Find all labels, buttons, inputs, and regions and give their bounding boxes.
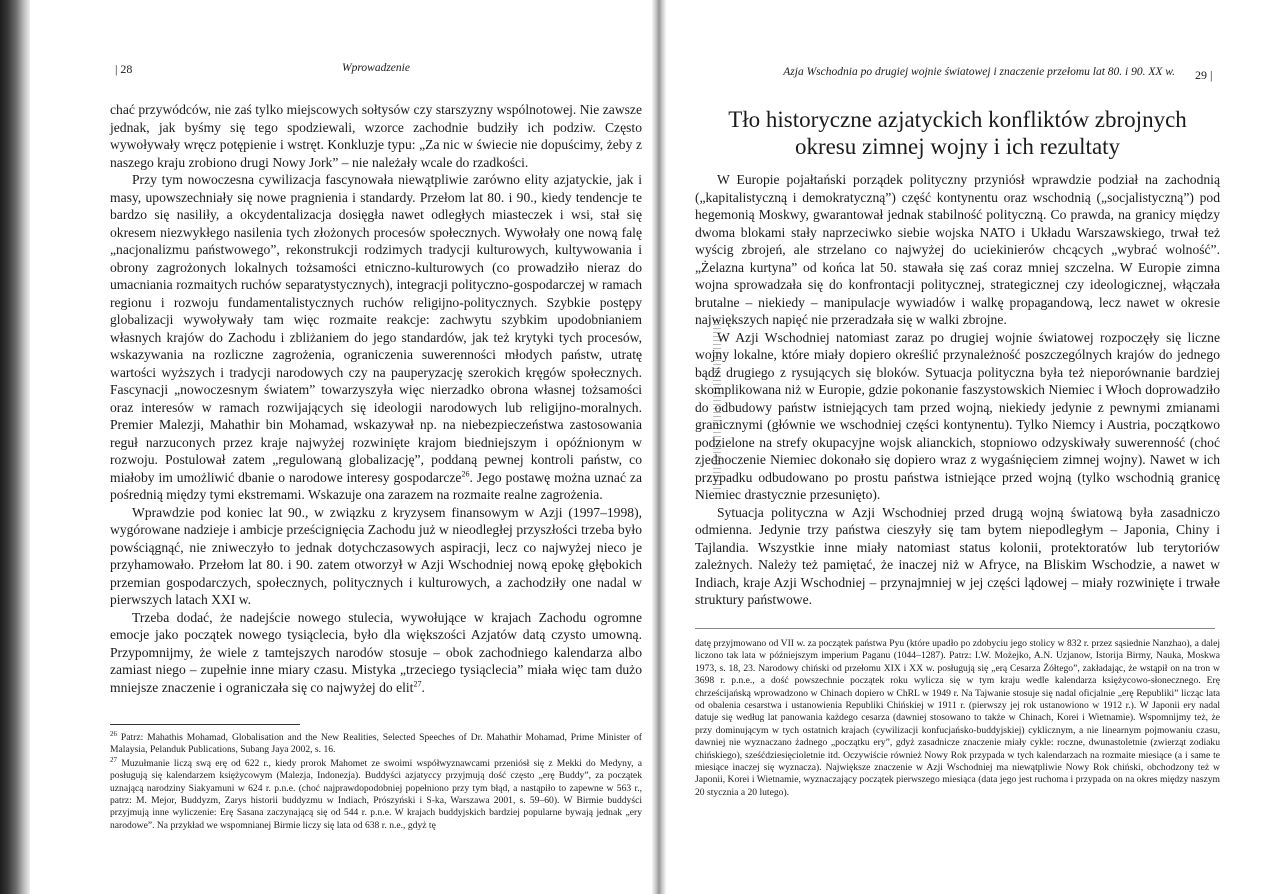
right-body-text <box>695 171 1220 609</box>
book-spine-shadow <box>652 0 666 894</box>
footnote-ref: 26 <box>461 468 470 478</box>
paragraph: Sytuacja polityczna w Azji Wschodniej przed drugą wojną światową była zasadniczo odmienna. Jedynie trzy państwa cieszyły się tam bytem niepodległym – Japonia, Chiny i Tajlandia. Wszystkie inne miały natomiast status kolonii, protektoratów lub terytoriów zależnych. Należy też pamiętać, że inaczej niż w Afryce, na Bliskim Wschodzie, a nawet w Indiach, kraje Azji Wschodniej – przynajmniej w jej części lądowej – miały rozwinięte i trwałe struktury państwowe. <box>695 504 1220 607</box>
left-body-text <box>110 101 642 696</box>
page-number-left: | 28 <box>115 62 133 76</box>
paragraph: W Europie pojałtański porządek polityczny przyniósł wprawdzie podział na zachodnią („kapitalistyczną i demokratyczną”) część kontynentu oraz wschodnią („socjalistyczną”) pod hegemonią Moskwy, gwarantował jednak stabilność polityczną. Co prawda, na granicy między dwoma blokami stały naprzeciwko siebie wojska NATO i Układu Warszawskiego, trwał też wyścig zbrojeń, ale strzelano co najwyżej do uciekinierów chcących „wybrać wolność”. „Żelazna kurtyna” od końca lat 50. stawała się zaś coraz mniej szczelna. W Europie zimna wojna sprowadzała się do konfrontacji politycznej, strategicznej czy ideologicznej, włączała brutalne – niekiedy – manipulacje wywiadów i walkę propagandową, lecz nawet w okresie największych napięć nie przeradzała się w walki zbrojne. <box>695 172 1220 327</box>
paragraph: chać przywódców, nie zaś tylko miejscowych sołtysów czy starszyzny wspólnotowej. Nie zawsze jednak, jak byśmy się tego spodziewali, wzorce zachodnie budziły ich podziw. Często wywoływały wręcz potępienie i wstręt. Konkluzje typu: „Za nic w świecie nie dopuścimy, żeby z naszego kraju zrobiono drugi Nowy Jork” – nie należały wcale do rzadkości. <box>110 102 642 170</box>
right-footnotes <box>695 638 1220 800</box>
footnote-ref: 27 <box>413 678 422 688</box>
right-page <box>695 0 1220 894</box>
footnote-rule <box>110 724 300 725</box>
left-footnotes <box>110 729 642 833</box>
running-head-right: Azja Wschodnia po drugiej wojnie światowej i znaczenie przełomu lat 80. i 90. XX w. <box>783 66 1175 78</box>
paragraph: Przy tym nowoczesna cywilizacja fascynowała niewątpliwie zarówno elity azjatyckie, jak i masy, upowszechniały się nowe pragnienia i standardy. Przełom lat 80. i 90., kiedy tendencje te bardzo się nasiliły, a okcydentalizacja dosięgła nawet odległych miasteczek i wsi, stał się okresem niezwykłego nasilenia tych złożonych procesów społecznych. Wywołały one nową falę „nacjonalizmu państwowego”, rekonstrukcji rodzimych tradycji kulturowych, kultywowania i obrony zagrożonych lokalnych tożsamości etniczno-kulturowych (co prowadziło nieraz do umacniania rozmaitych ruchów separatystycznych), integracji polityczno-gospodarczej w ramach regionu i rozwoju fundamentalistycznych ruchów religijno-politycznych. Szybkie postępy globalizacji wywoływały tam więc rozmaite reakcje: zachwytu szybkim upodobnianiem własnych krajów do Zachodu i zbliżaniem do jego standardów, jak też krytyki tych procesów, wskazywania na rozliczne zagrożenia, ograniczenia suwerenności młodych państw, utratę wartości wyższych i tradycji narodowych czy na pauperyzację szerokich kręgów społecznych. Fascynacji „nowoczesnym światem” towarzyszyła więc nierzadko obrona własnej tożsamości oraz interesów w ramach rozwijających się ideologii narodowych lub religijno-moralnych. Premier Malezji, Mahathir bin Mohamad, wskazywał np. na niebezpieczeństwa zastosowania reguł narzuconych przez kraje najwyżej rozwinięte krajom biedniejszym i opóźnionym w rozwoju. Postulował zatem „regulowaną globalizację”, poddaną pewnej kontroli państw, co miałoby im umożliwić dbanie o narodowe interesy gospodarcze$^{26}$. Jego postawę można uznać za pośrednią między tymi ekstremami. Wskazuje ona zarazem na rozmaite realne zagrożenia. <box>110 172 642 502</box>
footnote-continuation: datę przyjmowano od VII w. za początek państwa Pyu (które upadło po zdobyciu jego stolicy w 832 r. przez sąsiednie Nanzhao), a dalej liczono tak lata w późniejszym imperium Paganu (1044–1287). Patrz: I.W. Możejko, A.N. Uzjanow, Istorija Birmy, Nauka, Moskwa 1973, s. 18, 23. Narodowy chiński od przełomu XIX i XX w. posługują się „erą Cesarza Żółtego”, zakładając, że wstąpił on na tron w 3698 r. p.n.e., a dość powszechnie początek roku wylicza się w tym kraju wedle kalendarza księżycowo-słonecznego. Erę chrześcijańską wprowadzono w Chinach dopiero w ChRL w 1949 r. Na Tajwanie stosuje się nadal oficjalnie „erę Republiki” licząc lata od obalenia cesarstwa i ustanowienia Republiki Chińskiej w 1911 r. (pierwszy jej rok ustanowiono w 1912 r.). W Japonii ery nadal datuje się według lat panowania każdego cesarza (dawniej stosowano to także w Chinach, Korei i Wietnamie). Wspomnijmy też, że przy dominującym w tych ostatnich krajach (cywilizacji konfucjańsko-buddyjskiej) cyklicznym, a nie linearnym pojmowaniu czasu, dawniej nie wyznaczano żadnego „początku ery”, gdyż zasadnicze znaczenie miały cykle: roczne, dwunastoletnie (zwierząt zodiaku chińskiego), sześćdziesięcioletnie itd. Oczywiście również Nowy Rok przypada w tych kalendarzach na rozmaite miesiące (a i same te miesiące inaczej się wyznacza). Największe znaczenie w Azji Wschodniej ma niewątpliwie Nowy Rok chiński, obchodzony też w Japonii, Korei i Wietnamie, wyznaczający początek pierwszego miesiąca (data jego jest ruchoma i przypada on na okres między naszym 20 stycznia a 20 lutego). <box>695 638 1220 798</box>
footnote: $^{26}$ Patrz: Mahathis Mohamad, Globalisation and the New Realities, Selected Speeches of Dr. Mahathir Mohamad, Prime Minister of Malaysia, Pelanduk Publications, Subang Jaya 2002, s. 16. <box>110 729 642 756</box>
paragraph: W Azji Wschodniej natomiast zaraz po drugiej wojnie światowej rozpoczęły się liczne wojny lokalne, które miały dopiero określić przynależność poszczególnych krajów do jednego bądź drugiego z rysujących się bloków. Sytuacja polityczna była też nieporównanie bardziej skomplikowana niż w Europie, gdzie pokonanie faszystowskich Niemiec i Włoch doprowadziło do odbudowy państw istniejących tam przed wojną, niekiedy jedynie z pewnymi zmianami granicznymi (głównie we wschodniej części kontynentu). Tylko Niemcy i Austria, początkowo podzielone na strefy okupacyjne wojsk alianckich, stopniowo odzyskiwały suwerenność (choć zjednoczenie Niemiec dokonało się dopiero wraz z wygaśnięciem zimnej wojny). Nawet w ich przypadku odbudowano po prostu państwa istniejące przed wojną (tylko wschodnią granicę Niemiec drastycznie przesunięto). <box>695 329 1220 502</box>
paragraph: Trzeba dodać, że nadejście nowego stulecia, wywołujące w krajach Zachodu ogromne emocje jako początek nowego tysiąclecia, było dla większości Azjatów datą czysto umowną. Przypomnijmy, że wiele z tamtejszych narodów stosuje – obok zachodniego kalendarza albo zamiast niego – zupełnie inne miary czasu. Mistyka „trzeciego tysiąclecia” miała więc tam dużo mniejsze znaczenie i ograniczała się co najwyżej do elit$^{27}$. <box>110 609 642 695</box>
footnote: $^{27}$ Muzułmanie liczą swą erę od 622 r., kiedy prorok Mahomet ze swoimi współwyznawcami przeniósł się z Mekki do Medyny, a posługują się kalendarzem księżycowym (Malezja, Indonezja). Buddyści azjatyccy przyjmują dość często „erę Buddy”, za początek uznającą narodziny Siakyamuni w 624 r. p.n.e. (choć najprawdopodobniej popełniono przy tym błąd, a nastąpiło to zapewne w 563 r., patrz: M. Mejor, Buddyzm, Zarys historii buddyzmu w Indiach, Prószyński i S-ka, Warszawa 2001, s. 59–60). W Birmie buddyści przyjmują inne wyliczenie: Erę Sasana zaczynającą się od 544 r. p.n.e. W krajach buddyjskich bardziej popularne bywają jednak „ery narodowe”. Na przykład we wspomnianej Birmie liczy się lata od 638 r. n.e., gdyż tę <box>110 755 642 831</box>
left-page <box>110 0 642 894</box>
book-edge-shadow <box>0 0 30 894</box>
footnote-rule <box>695 628 1215 629</box>
page-number-right: 29 | <box>1195 68 1213 82</box>
running-head-left: Wprowadzenie <box>342 62 410 74</box>
chapter-title: Tło historyczne azjatyckich konfliktów zbrojnych okresu zimnej wojny i ich rezultaty <box>728 107 1187 159</box>
paragraph: Wprawdzie pod koniec lat 90., w związku z kryzysem finansowym w Azji (1997–1998), wygórowane nadzieje i ambicje prześcignięcia Zachodu już w nieodległej przyszłości trzeba było powściągnąć, nie zniweczyło to jednak dotychczasowych aspiracji, lecz co najwyżej nieco je przyhamowało. Przełom lat 80. i 90. zatem otworzył w Azji Wschodniej nową epokę głębokich przemian gospodarczych, społecznych, politycznych i kulturowych, a zachodziły one nadal w pierwszych latach XXI w. <box>110 504 642 607</box>
